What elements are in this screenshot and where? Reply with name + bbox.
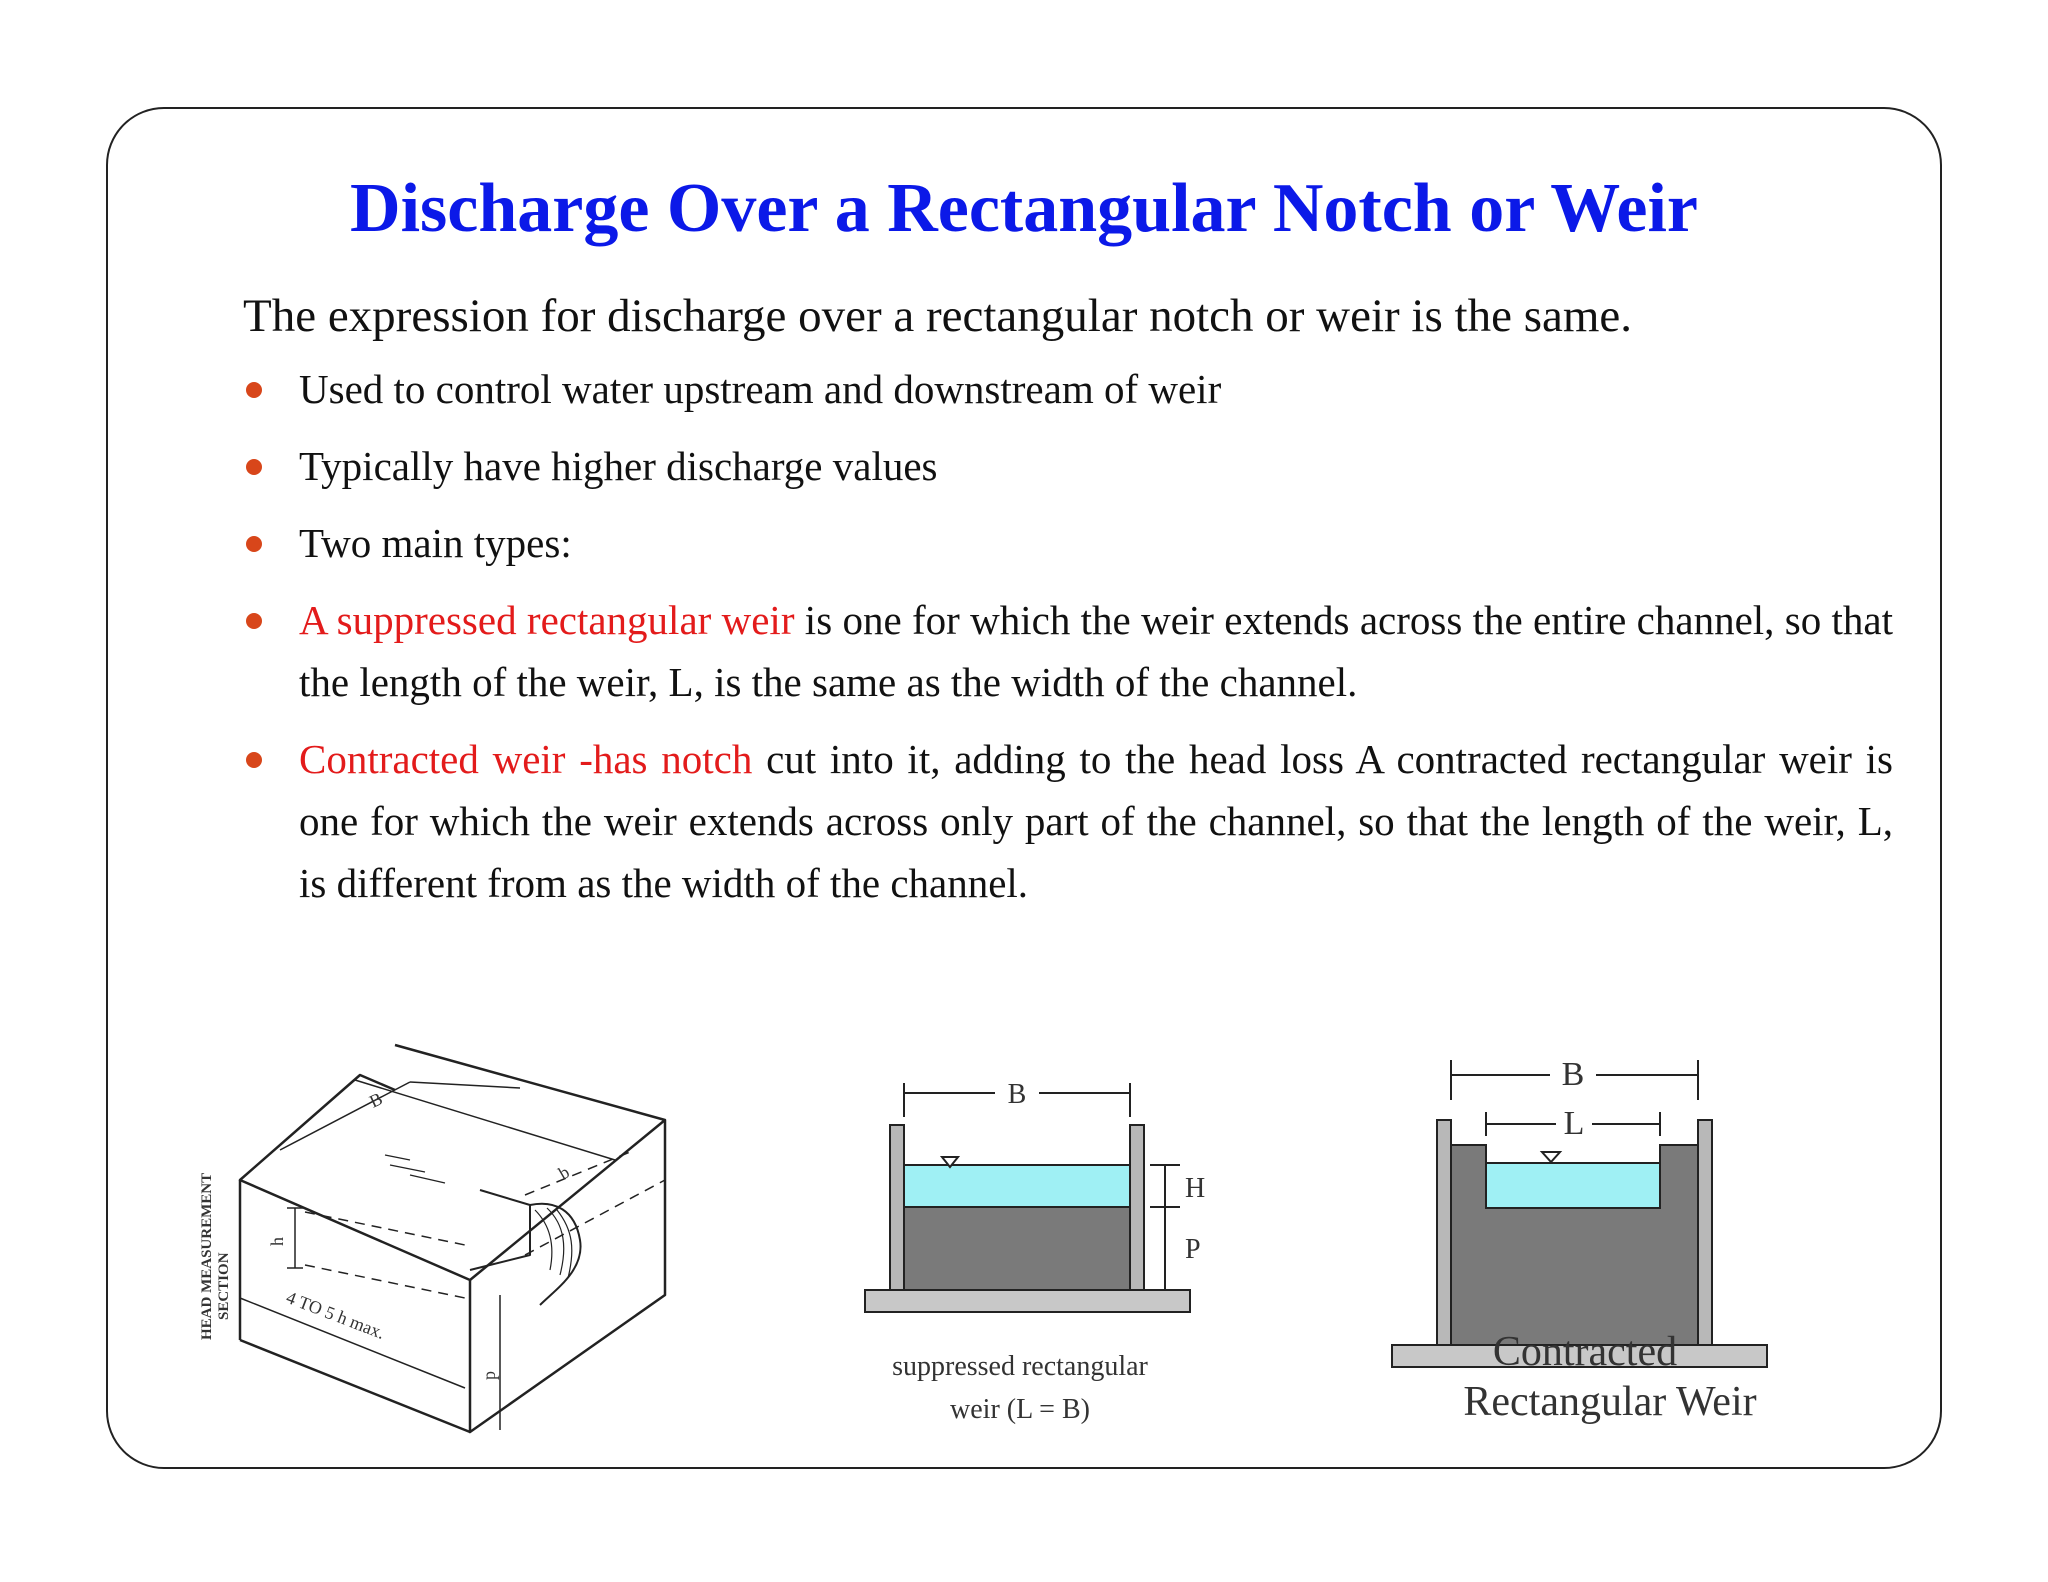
suppressed-weir-term: A suppressed rectangular weir — [299, 597, 795, 643]
suppressed-weir-definition: is one for which the weir extends across the entire channel, so that the length of the weir, L, is the same as the width of the channel. — [299, 597, 1894, 705]
bullet-text: Two main types: — [299, 520, 572, 566]
bullet-list — [243, 358, 1893, 929]
suppressed-weir-diagram — [835, 1075, 1235, 1445]
fig3-caption-line2: Rectangular Weir — [1463, 1379, 1757, 1425]
contracted-weir-term: Contracted weir -has notch — [299, 736, 753, 782]
isometric-weir-diagram — [195, 1040, 675, 1440]
bullet-dot-icon — [246, 382, 262, 398]
fig2-caption-line2: weir (L = B) — [950, 1394, 1090, 1425]
contracted-weir-definition: cut into it, adding to the head loss A contracted rectangular weir is one for which the weir extends across only part of the channel, so that the length of the weir, L, is different from as the width of the channel. — [299, 736, 1893, 906]
bullet-contracted-weir — [243, 728, 1893, 914]
fig3-label-B: B — [1561, 1056, 1585, 1093]
fig1-label-h: h — [267, 1237, 287, 1246]
bullet-dot-icon — [246, 752, 262, 768]
bullet-dot-icon — [246, 536, 262, 552]
fig2-label-B: B — [1007, 1079, 1027, 1110]
bullet-dot-icon — [246, 459, 262, 475]
intro-text: The expression for discharge over a rectangular notch or weir is the same. — [243, 290, 1633, 342]
bullet-item — [243, 358, 1893, 420]
bullet-suppressed-weir — [243, 589, 1893, 713]
slide-title: Discharge Over a Rectangular Notch or Weir — [350, 170, 1698, 247]
fig1-section-line1: HEAD MEASUREMENT — [199, 1172, 215, 1340]
bullet-text: Used to control water upstream and downstream of weir — [299, 366, 1222, 412]
fig2-label-H: H — [1185, 1173, 1206, 1204]
contracted-weir-diagram — [1370, 1050, 1880, 1435]
fig3-label-L: L — [1563, 1105, 1585, 1142]
fig1-section-line2: SECTION — [216, 1252, 232, 1320]
fig2-label-P: P — [1185, 1234, 1201, 1265]
bullet-dot-icon — [246, 613, 262, 629]
fig1-label-B: B — [366, 1088, 386, 1112]
fig1-distance: 4 TO 5 h max. — [283, 1287, 388, 1343]
fig1-label-b: b — [555, 1161, 573, 1184]
fig3-caption-line1: Contracted — [1492, 1329, 1678, 1375]
bullet-item — [243, 435, 1893, 497]
fig2-caption-line1: suppressed rectangular — [892, 1351, 1148, 1382]
bullet-text: Typically have higher discharge values — [299, 443, 938, 489]
bullet-item — [243, 512, 1893, 574]
fig1-label-p: p — [479, 1371, 499, 1380]
